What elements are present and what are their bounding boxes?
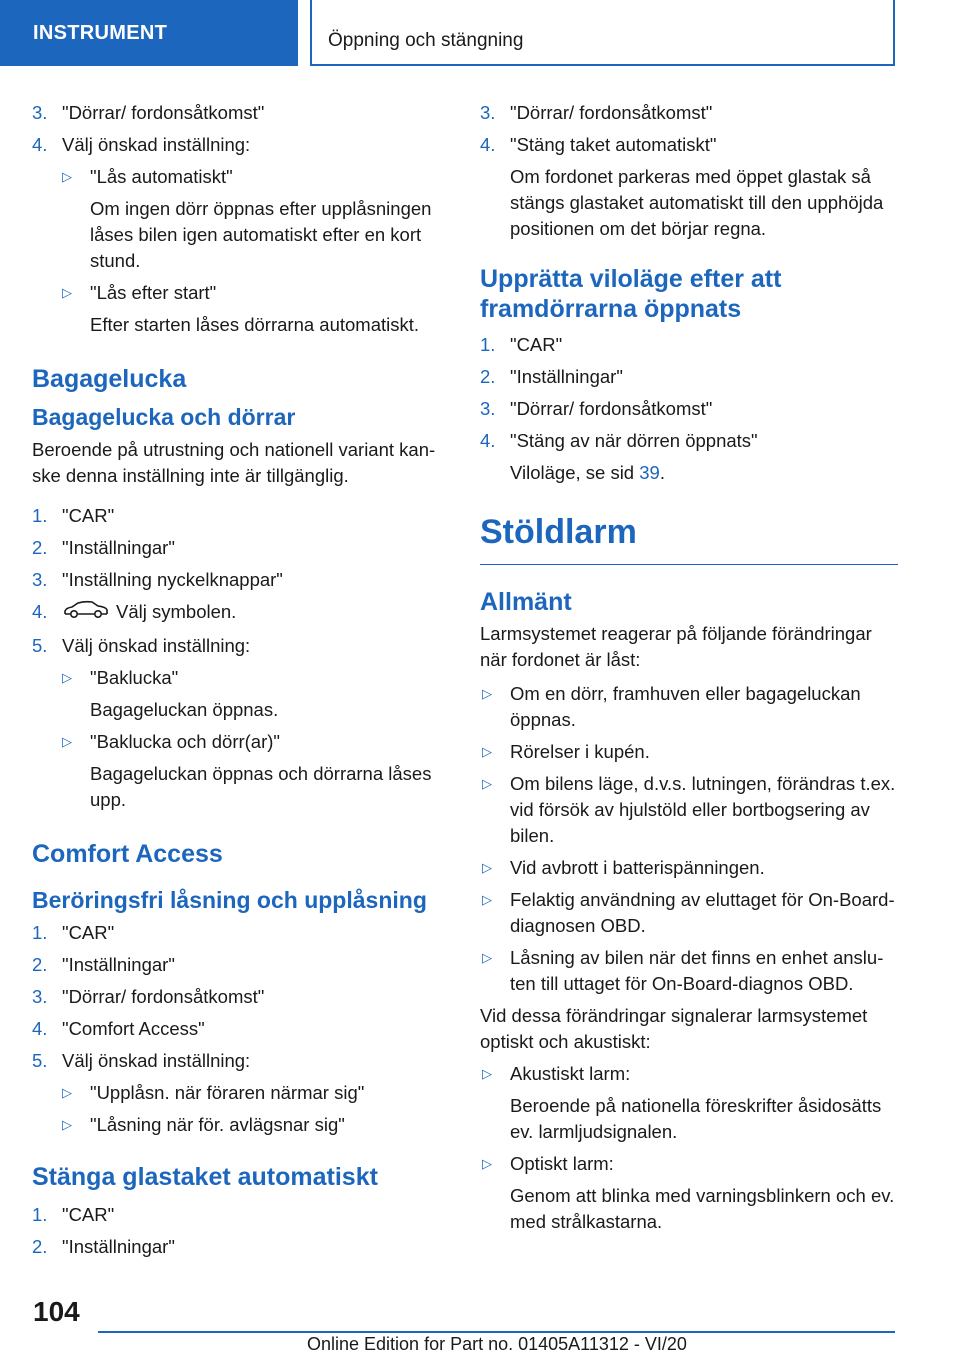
list-item: 1. "CAR" — [32, 1203, 115, 1225]
bullet-item: ▷ Om en dörr, framhuven eller bagageluckan öppnas. — [482, 683, 861, 730]
triangle-right-icon: ▷ — [482, 1156, 492, 1171]
list-item: 3. "Inställning nyckelknappar" — [32, 569, 283, 590]
option-body: Bagageluckan öppnas. — [90, 698, 279, 720]
chapter-title: Öppning och stängning — [310, 0, 895, 66]
list-item: 4. Välj önskad inställning: — [32, 134, 251, 155]
car-outline-icon — [62, 600, 110, 627]
list-item: 4. "Comfort Access" — [32, 1017, 205, 1039]
heading-stoldlarm: Stöldlarm — [480, 512, 898, 565]
list-item: 2. "Inställningar" — [32, 953, 175, 975]
bullet-item: ▷ Vid avbrott i batterispänningen. — [480, 855, 898, 881]
triangle-right-icon: ▷ — [482, 744, 492, 759]
list-item: 4. "Stäng taket automatiskt" — [480, 134, 717, 155]
option-item: ▷ "Lås efter start" — [32, 280, 450, 306]
list-item: 1. "CAR" — [32, 921, 115, 943]
bullet-item: ▷ Rörelser i kupén. — [480, 739, 898, 765]
list-item: 2. "Inställningar" — [32, 1235, 175, 1257]
list-item: 1. "CAR" — [32, 505, 115, 526]
page-number: 104 — [33, 1296, 80, 1327]
list-item: 3. "Dörrar/ fordonsåtkomst" — [480, 398, 713, 419]
subheading-bagagelucka-dorrar: Bagagelucka och dörrar — [32, 404, 296, 430]
paragraph: Larmsystemet reagerar på följande förändringar när fordonet är låst: — [480, 623, 872, 670]
heading-vilolage: Upprätta viloläge efter att framdörrarna öppnats — [480, 265, 782, 323]
option-item: ▷ "Lås automatiskt" — [32, 164, 450, 190]
paragraph: Beroende på utrustning och nationell variant kanske denna inställning inte är tillgänglig. — [32, 439, 436, 486]
list-item: 1. "CAR" — [480, 334, 563, 355]
heading-comfort-access: Comfort Access — [32, 839, 223, 868]
heading-glastak: Stänga glastaket automatiskt — [32, 1162, 378, 1191]
triangle-right-icon: ▷ — [482, 892, 492, 907]
list-item: 2. "Inställningar" — [32, 537, 175, 558]
bullet-item: ▷ Om bilens läge, d.v.s. lutningen, förändras t.ex. vid försök av hjulstöld eller bortbogsering av bilen. — [482, 773, 896, 846]
paragraph: Vid dessa förändringar signalerar larmsystemet optiskt och akustiskt: — [480, 1005, 868, 1052]
triangle-right-icon: ▷ — [482, 776, 492, 791]
triangle-right-icon: ▷ — [62, 733, 72, 749]
triangle-right-icon: ▷ — [62, 669, 72, 685]
edition-note: Online Edition for Part no. 01405A11312 - VI/20 — [307, 1334, 687, 1354]
section-tab: INSTRUMENT — [0, 0, 298, 66]
page-header — [0, 0, 960, 66]
bullet-body: Beroende på nationella föreskrifter åsidosätts ev. larmljudsignalen. — [510, 1095, 882, 1142]
step-body: Viloläge, se sid 39. — [510, 462, 665, 483]
option-item: ▷ "Upplåsn. när föraren närmar sig" — [32, 1080, 450, 1106]
triangle-right-icon: ▷ — [482, 860, 492, 875]
option-body: Om ingen dörr öppnas efter upplåsningen låses bilen igen automatiskt efter en kort stund. — [90, 198, 432, 271]
triangle-right-icon: ▷ — [62, 285, 72, 300]
right-column — [480, 100, 898, 1241]
triangle-right-icon: ▷ — [482, 950, 492, 965]
bullet-item: ▷ Felaktig användning av eluttaget för On-Board-diagnosen OBD. — [482, 889, 895, 936]
list-item: 3. "Dörrar/ fordonsåtkomst" — [480, 102, 713, 123]
option-item: ▷ "Baklucka" — [32, 665, 450, 691]
bullet-item: ▷ Optiskt larm: — [480, 1151, 898, 1177]
list-item: 2. "Inställningar" — [480, 366, 623, 387]
list-item: 5. Välj önskad inställning: — [32, 1049, 251, 1071]
footer-divider — [98, 1331, 895, 1333]
step-body: Om fordonet parkeras med öppet glastak så stängs glastaket automatiskt till den upphöjda positionen om det börjar regna. — [510, 166, 884, 239]
list-item: 4. Välj symbolen. — [32, 599, 450, 627]
heading-bagagelucka: Bagagelucka — [32, 365, 187, 393]
page-reference-link[interactable]: 39 — [639, 462, 660, 483]
option-item: ▷ "Låsning när för. avlägsnar sig" — [32, 1112, 450, 1138]
triangle-right-icon: ▷ — [482, 686, 492, 701]
option-body: Efter starten låses dörrarna automatiskt. — [90, 314, 420, 335]
option-body: Bagageluckan öppnas och dörrarna låses upp. — [90, 762, 432, 810]
list-item: 5. Välj önskad inställning: — [32, 634, 251, 656]
option-item: ▷ "Baklucka och dörr(ar)" — [32, 729, 450, 755]
bullet-body: Genom att blinka med varningsblinkern och ev. med strålkastarna. — [510, 1185, 895, 1232]
bullet-item: ▷ Akustiskt larm: — [480, 1061, 898, 1087]
triangle-right-icon: ▷ — [482, 1066, 492, 1081]
triangle-right-icon: ▷ — [62, 1116, 72, 1132]
subheading-beroring: Beröringsfri låsning och upplåsning — [32, 886, 427, 913]
left-column — [32, 100, 450, 1266]
list-item: 3. "Dörrar/ fordonsåtkomst" — [32, 102, 265, 123]
bullet-item: ▷ Låsning av bilen när det finns en enhet ansluten till uttaget för On-Board-diagnos OBD. — [482, 947, 884, 994]
list-item: 3. "Dörrar/ fordonsåtkomst" — [32, 985, 265, 1007]
triangle-right-icon: ▷ — [62, 1084, 72, 1100]
triangle-right-icon: ▷ — [62, 169, 72, 184]
heading-allmant: Allmänt — [480, 588, 572, 616]
list-item: 4. "Stäng av när dörren öppnats" — [480, 430, 758, 451]
